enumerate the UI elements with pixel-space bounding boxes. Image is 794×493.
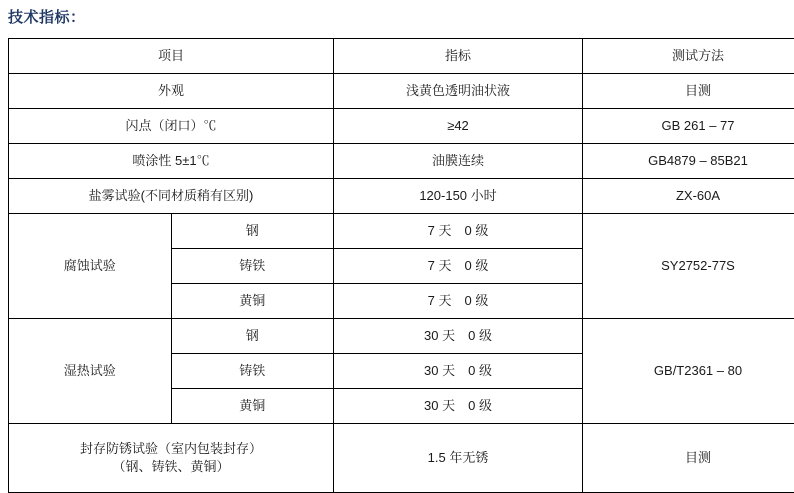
- cell-group-label: 腐蚀试验: [9, 214, 172, 319]
- page-title: 技术指标：: [8, 6, 86, 27]
- cell-item-line1: 封存防锈试验（室内包装封存）: [13, 440, 329, 458]
- cell-method: ZX-60A: [583, 179, 794, 214]
- cell-subitem: 黄铜: [171, 389, 334, 424]
- cell-index: 30 天 0 级: [334, 319, 583, 354]
- cell-subitem: 钢: [171, 319, 334, 354]
- cell-method: SY2752-77S: [583, 214, 794, 319]
- header-cell-item: 项目: [9, 39, 334, 74]
- spec-table-container: [8, 38, 786, 493]
- cell-item: 喷涂性 5±1℃: [9, 144, 334, 179]
- cell-index: 30 天 0 级: [334, 354, 583, 389]
- cell-method: GB/T2361 – 80: [583, 319, 794, 424]
- table-header-row: [9, 39, 794, 74]
- table-row-group-corrosion: [9, 214, 794, 249]
- cell-index: 7 天 0 级: [334, 249, 583, 284]
- table-row: [9, 144, 794, 179]
- cell-subitem: 铸铁: [171, 249, 334, 284]
- cell-item-line2: （钢、铸铁、黄铜）: [13, 458, 329, 476]
- cell-method: 目测: [583, 424, 794, 493]
- cell-index: 1.5 年无锈: [334, 424, 583, 493]
- cell-subitem: 黄铜: [171, 284, 334, 319]
- cell-group-label: 湿热试验: [9, 319, 172, 424]
- cell-index: 30 天 0 级: [334, 389, 583, 424]
- technical-spec-table: [8, 38, 794, 493]
- cell-item: 外观: [9, 74, 334, 109]
- cell-method: GB 261 – 77: [583, 109, 794, 144]
- cell-index: 油膜连续: [334, 144, 583, 179]
- cell-index: 7 天 0 级: [334, 284, 583, 319]
- header-cell-method: 测试方法: [583, 39, 794, 74]
- cell-subitem: 铸铁: [171, 354, 334, 389]
- table-row: [9, 109, 794, 144]
- header-cell-index: 指标: [334, 39, 583, 74]
- cell-method: GB4879 – 85B21: [583, 144, 794, 179]
- table-row: [9, 74, 794, 109]
- cell-method: 目测: [583, 74, 794, 109]
- table-row-group-humidity: [9, 319, 794, 354]
- table-row: [9, 179, 794, 214]
- cell-item: [9, 424, 334, 493]
- cell-index: 7 天 0 级: [334, 214, 583, 249]
- cell-item: 盐雾试验(不同材质稍有区别): [9, 179, 334, 214]
- cell-item: 闪点（闭口）℃: [9, 109, 334, 144]
- cell-index: 120-150 小时: [334, 179, 583, 214]
- cell-index: 浅黄色透明油状液: [334, 74, 583, 109]
- cell-index: ≥42: [334, 109, 583, 144]
- table-row-storage: [9, 424, 794, 493]
- cell-subitem: 钢: [171, 214, 334, 249]
